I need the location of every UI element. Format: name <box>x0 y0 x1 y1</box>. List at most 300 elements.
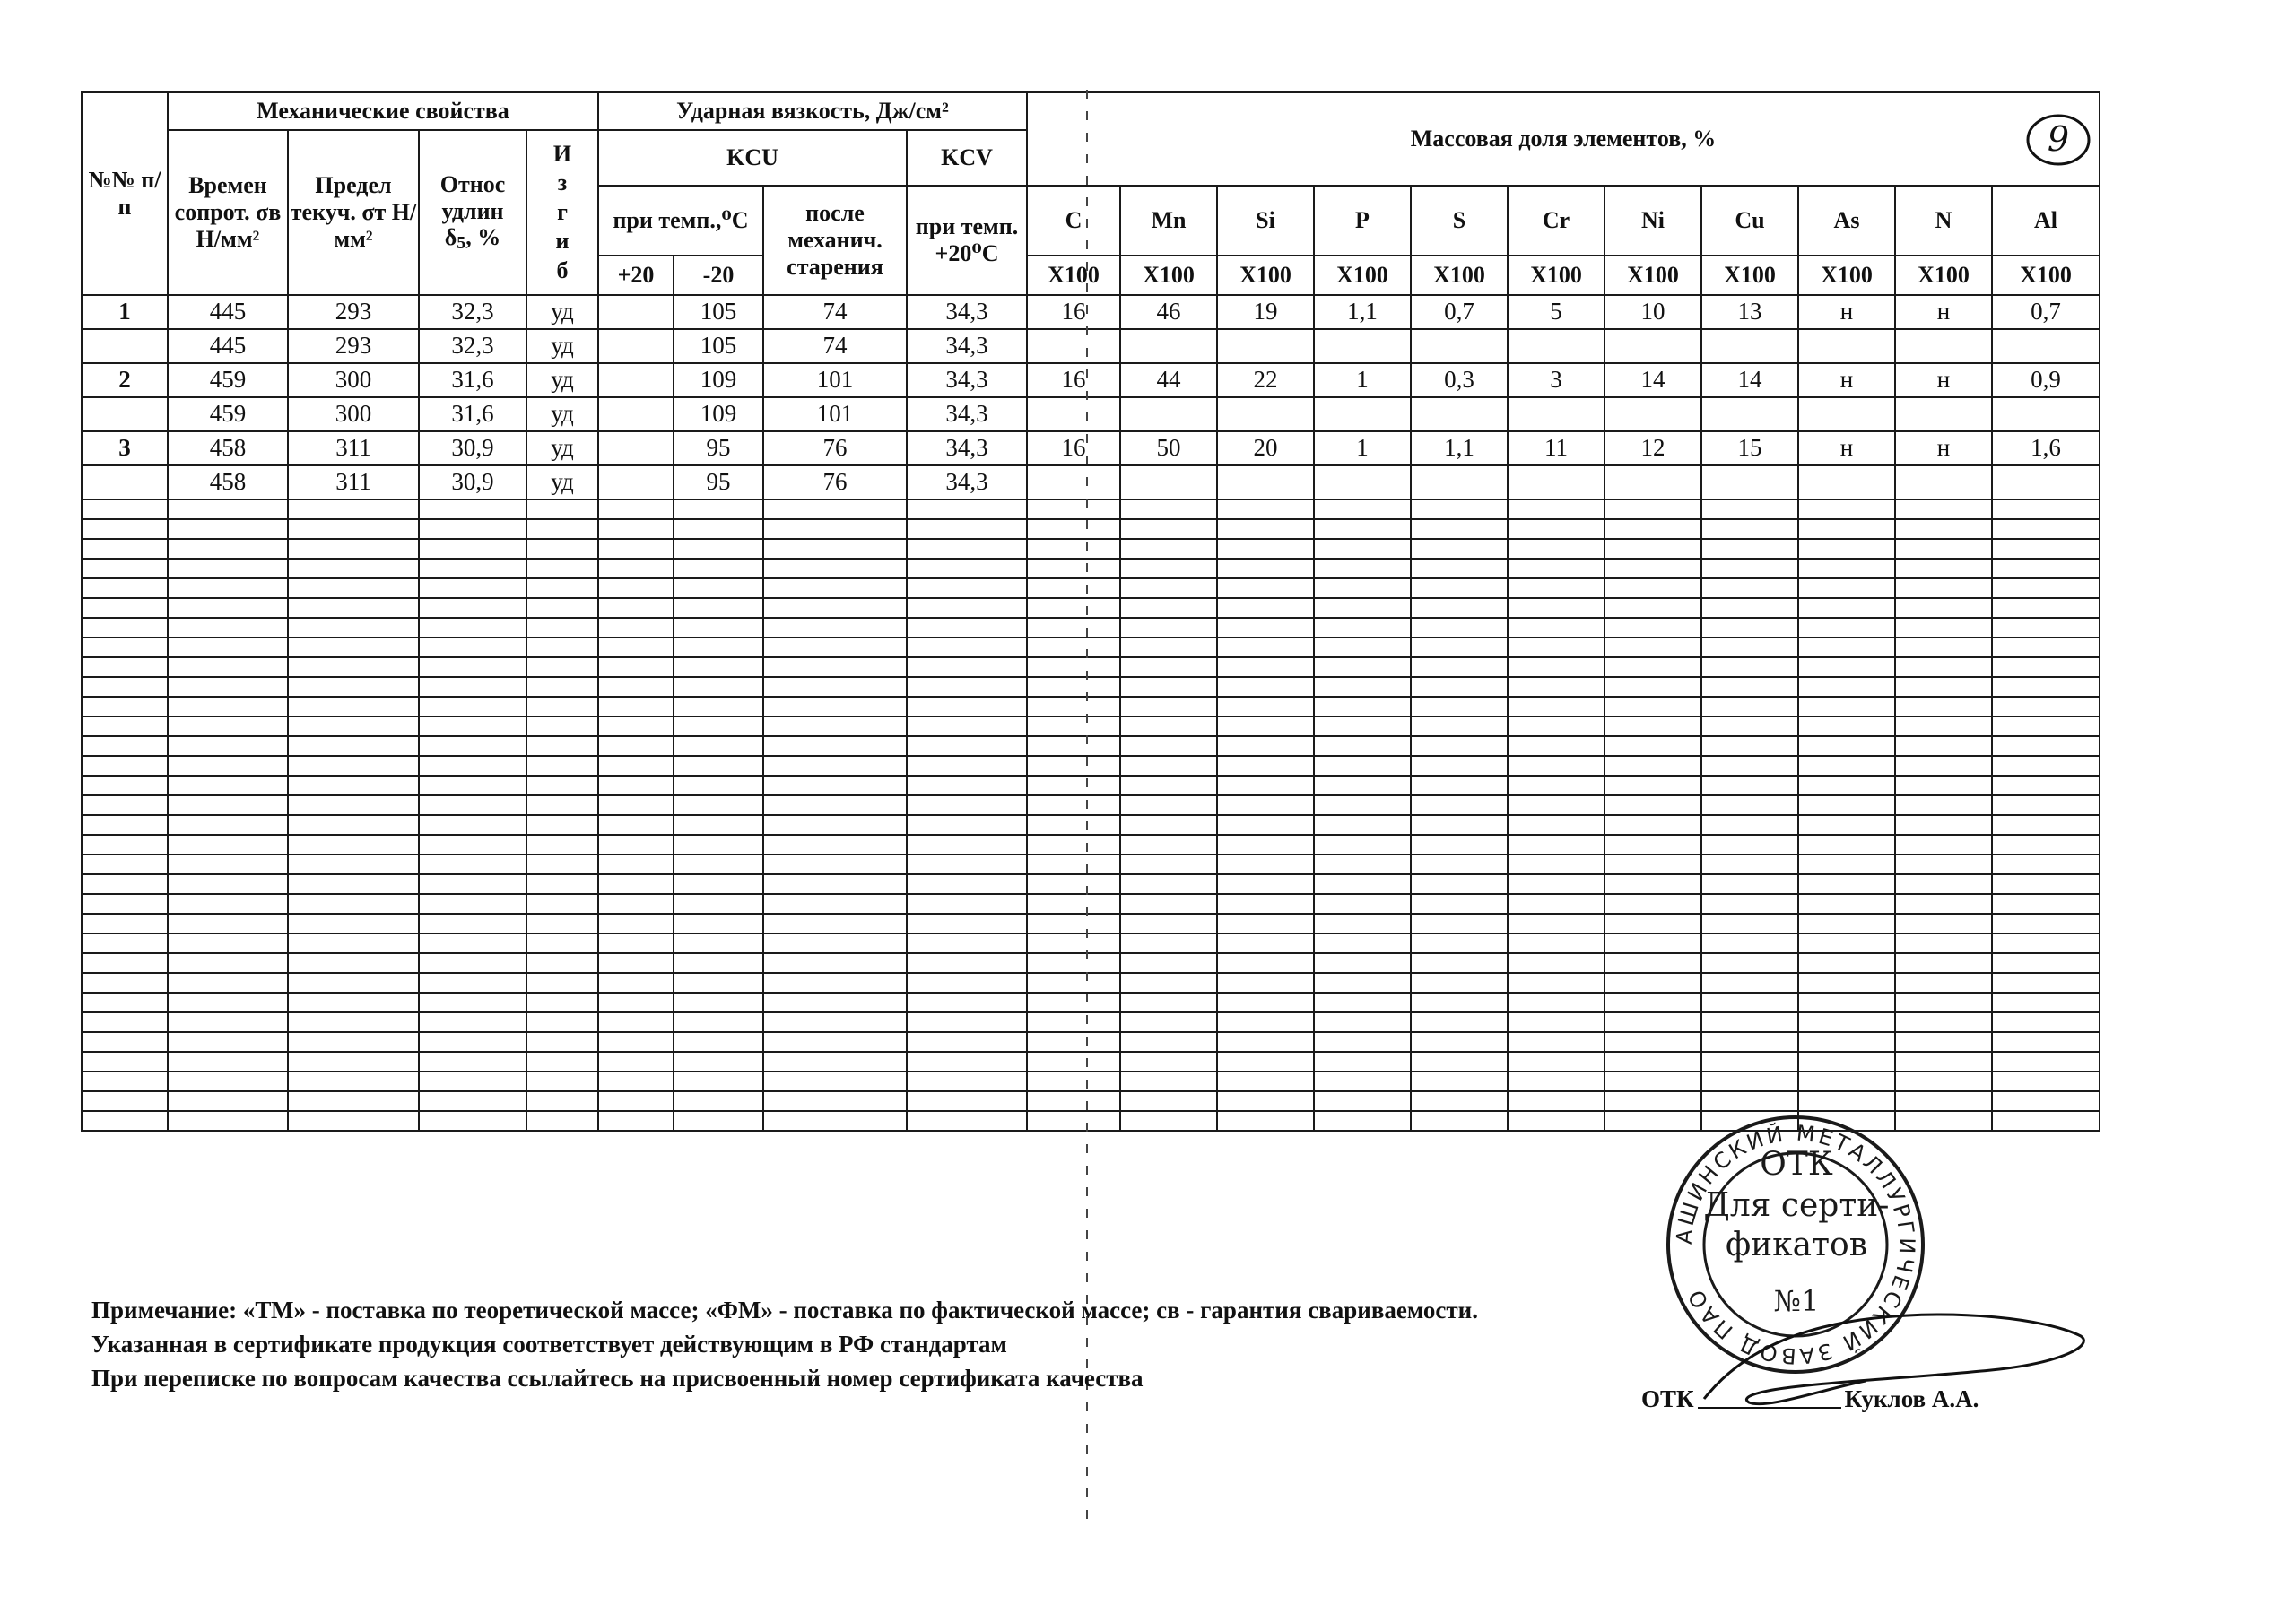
blank-cell <box>1314 638 1411 657</box>
blank-cell <box>1411 1111 1508 1131</box>
blank-cell <box>907 559 1027 578</box>
cell-kcu-m20: 109 <box>674 363 763 397</box>
blank-cell <box>1217 559 1314 578</box>
blank-cell <box>1605 598 1701 618</box>
blank-cell <box>82 519 168 539</box>
blank-cell <box>1314 736 1411 756</box>
blank-cell <box>1508 716 1605 736</box>
blank-cell <box>1798 874 1895 894</box>
blank-cell <box>1605 736 1701 756</box>
blank-cell <box>168 657 288 677</box>
blank-cell <box>1314 756 1411 776</box>
blank-cell <box>1992 638 2100 657</box>
blank-cell <box>82 578 168 598</box>
blank-row <box>82 756 2100 776</box>
blank-cell <box>598 914 674 933</box>
cell-kcu-p20 <box>598 431 674 465</box>
blank-cell <box>1701 1052 1798 1072</box>
blank-cell <box>168 736 288 756</box>
blank-cell <box>1314 1091 1411 1111</box>
blank-cell <box>1605 578 1701 598</box>
blank-cell <box>1411 973 1508 993</box>
blank-cell <box>598 1072 674 1091</box>
blank-cell <box>763 499 907 519</box>
cell-s: 0,3 <box>1411 363 1508 397</box>
blank-cell <box>1120 736 1217 756</box>
blank-cell <box>1120 598 1217 618</box>
blank-cell <box>598 756 674 776</box>
blank-cell <box>1508 638 1605 657</box>
header-mass-fraction: Массовая доля элементов, % <box>1027 92 2100 186</box>
cell-yield: 300 <box>288 363 419 397</box>
blank-cell <box>1605 933 1701 953</box>
blank-cell <box>526 736 598 756</box>
cell-aging: 76 <box>763 465 907 499</box>
blank-cell <box>1992 559 2100 578</box>
cell-cr: 11 <box>1508 431 1605 465</box>
cell-al: 0,7 <box>1992 295 2100 329</box>
blank-cell <box>288 756 419 776</box>
blank-cell <box>82 1111 168 1131</box>
blank-cell <box>526 499 598 519</box>
blank-cell <box>1027 795 1120 815</box>
blank-cell <box>1798 933 1895 953</box>
blank-row <box>82 736 2100 756</box>
blank-cell <box>1508 1072 1605 1091</box>
quality-certificate-table <box>81 91 2100 1132</box>
blank-cell <box>674 578 763 598</box>
blank-cell <box>1992 953 2100 973</box>
blank-cell <box>1508 1012 1605 1032</box>
blank-cell <box>288 598 419 618</box>
blank-cell <box>907 499 1027 519</box>
cell-yield: 311 <box>288 431 419 465</box>
blank-cell <box>526 657 598 677</box>
blank-cell <box>1605 973 1701 993</box>
blank-cell <box>1314 914 1411 933</box>
blank-cell <box>907 855 1027 874</box>
cell-cr: 3 <box>1508 363 1605 397</box>
cell-ni <box>1605 329 1701 363</box>
blank-cell <box>82 855 168 874</box>
blank-cell <box>1701 973 1798 993</box>
blank-cell <box>598 894 674 914</box>
blank-cell <box>288 835 419 855</box>
cell-si: 19 <box>1217 295 1314 329</box>
blank-cell <box>1314 855 1411 874</box>
blank-cell <box>1217 795 1314 815</box>
blank-cell <box>598 795 674 815</box>
blank-cell <box>1895 776 1992 795</box>
blank-cell <box>1120 697 1217 716</box>
cell-p <box>1314 329 1411 363</box>
blank-cell <box>1895 1052 1992 1072</box>
blank-cell <box>1217 638 1314 657</box>
blank-row <box>82 815 2100 835</box>
blank-cell <box>1508 697 1605 716</box>
blank-cell <box>598 1091 674 1111</box>
blank-cell <box>1120 559 1217 578</box>
cell-n <box>1895 397 1992 431</box>
blank-cell <box>1027 559 1120 578</box>
cell-num: 3 <box>82 431 168 465</box>
blank-cell <box>82 1091 168 1111</box>
blank-cell <box>674 618 763 638</box>
blank-cell <box>419 815 526 835</box>
blank-cell <box>1217 716 1314 736</box>
blank-cell <box>1992 756 2100 776</box>
blank-cell <box>1798 697 1895 716</box>
blank-cell <box>1992 1111 2100 1131</box>
blank-row <box>82 539 2100 559</box>
blank-cell <box>168 973 288 993</box>
notes-block <box>91 1293 1478 1395</box>
cell-as: н <box>1798 295 1895 329</box>
blank-cell <box>526 716 598 736</box>
cell-aging: 76 <box>763 431 907 465</box>
blank-cell <box>674 559 763 578</box>
blank-cell <box>1120 716 1217 736</box>
blank-cell <box>1798 598 1895 618</box>
blank-cell <box>1895 539 1992 559</box>
blank-row <box>82 914 2100 933</box>
blank-cell <box>168 1111 288 1131</box>
blank-cell <box>1701 657 1798 677</box>
cell-tensile: 458 <box>168 431 288 465</box>
header-temp-minus20: -20 <box>674 256 763 295</box>
blank-cell <box>1605 855 1701 874</box>
blank-cell <box>1992 697 2100 716</box>
blank-cell <box>763 657 907 677</box>
blank-cell <box>1027 657 1120 677</box>
blank-cell <box>763 815 907 835</box>
blank-cell <box>674 736 763 756</box>
cell-al <box>1992 329 2100 363</box>
blank-cell <box>763 795 907 815</box>
blank-cell <box>1508 855 1605 874</box>
blank-cell <box>598 1052 674 1072</box>
blank-cell <box>1605 815 1701 835</box>
blank-cell <box>1895 933 1992 953</box>
blank-cell <box>1895 973 1992 993</box>
blank-cell <box>1314 894 1411 914</box>
blank-cell <box>1701 776 1798 795</box>
blank-cell <box>1895 578 1992 598</box>
element-symbol: Ni <box>1605 186 1701 256</box>
blank-cell <box>598 1012 674 1032</box>
cell-cu <box>1701 397 1798 431</box>
blank-cell <box>674 638 763 657</box>
blank-cell <box>288 519 419 539</box>
blank-cell <box>82 499 168 519</box>
element-multiplier: X100 <box>1314 256 1411 295</box>
blank-cell <box>1701 933 1798 953</box>
blank-cell <box>763 736 907 756</box>
blank-cell <box>288 855 419 874</box>
blank-cell <box>1411 598 1508 618</box>
blank-cell <box>1895 1012 1992 1032</box>
cell-elong: 30,9 <box>419 465 526 499</box>
blank-cell <box>1027 1091 1120 1111</box>
blank-cell <box>1120 519 1217 539</box>
blank-cell <box>1605 697 1701 716</box>
cell-cr <box>1508 397 1605 431</box>
blank-cell <box>1895 657 1992 677</box>
cell-n <box>1895 329 1992 363</box>
blank-cell <box>419 638 526 657</box>
blank-cell <box>907 993 1027 1012</box>
blank-cell <box>1798 855 1895 874</box>
element-symbol: C <box>1027 186 1120 256</box>
blank-cell <box>907 795 1027 815</box>
blank-cell <box>419 1052 526 1072</box>
blank-cell <box>1027 716 1120 736</box>
blank-cell <box>1798 578 1895 598</box>
blank-cell <box>288 1091 419 1111</box>
blank-cell <box>288 559 419 578</box>
cell-cu <box>1701 465 1798 499</box>
cell-kcu-p20 <box>598 363 674 397</box>
cell-mn: 44 <box>1120 363 1217 397</box>
blank-cell <box>82 598 168 618</box>
cell-ni: 10 <box>1605 295 1701 329</box>
table-row <box>82 363 2100 397</box>
cell-kcu-m20: 95 <box>674 465 763 499</box>
cell-ni: 14 <box>1605 363 1701 397</box>
blank-cell <box>1895 894 1992 914</box>
blank-cell <box>1217 519 1314 539</box>
cell-elong: 31,6 <box>419 363 526 397</box>
blank-cell <box>1120 914 1217 933</box>
bend-letter: и <box>555 228 570 255</box>
blank-cell <box>82 716 168 736</box>
blank-cell <box>1027 855 1120 874</box>
blank-cell <box>1120 993 1217 1012</box>
blank-cell <box>1508 756 1605 776</box>
blank-cell <box>168 1012 288 1032</box>
blank-cell <box>1314 697 1411 716</box>
blank-cell <box>1217 835 1314 855</box>
blank-cell <box>674 914 763 933</box>
blank-cell <box>907 677 1027 697</box>
blank-cell <box>598 736 674 756</box>
blank-cell <box>419 795 526 815</box>
blank-row <box>82 578 2100 598</box>
blank-cell <box>1992 736 2100 756</box>
blank-cell <box>526 539 598 559</box>
blank-cell <box>1992 618 2100 638</box>
blank-cell <box>1798 894 1895 914</box>
blank-cell <box>1120 539 1217 559</box>
stamp-line-certificates: фикатов <box>1726 1227 1867 1263</box>
blank-cell <box>1314 993 1411 1012</box>
cell-elong: 30,9 <box>419 431 526 465</box>
element-symbol: P <box>1314 186 1411 256</box>
page-number-mark <box>2022 111 2092 169</box>
blank-cell <box>1217 953 1314 973</box>
blank-cell <box>1798 618 1895 638</box>
header-elongation-unit: , % <box>465 224 501 251</box>
cell-kcv: 34,3 <box>907 329 1027 363</box>
blank-cell <box>82 1012 168 1032</box>
cell-tensile: 445 <box>168 295 288 329</box>
cell-c: 16 <box>1027 431 1120 465</box>
blank-cell <box>598 953 674 973</box>
blank-cell <box>168 539 288 559</box>
cell-si <box>1217 329 1314 363</box>
page-number: 9 <box>2047 119 2070 159</box>
blank-cell <box>168 894 288 914</box>
blank-cell <box>288 993 419 1012</box>
blank-cell <box>1992 914 2100 933</box>
blank-cell <box>1411 756 1508 776</box>
blank-cell <box>288 638 419 657</box>
blank-cell <box>168 776 288 795</box>
blank-cell <box>1217 1012 1314 1032</box>
element-multiplier: X100 <box>1701 256 1798 295</box>
blank-cell <box>1411 499 1508 519</box>
blank-cell <box>1701 638 1798 657</box>
blank-cell <box>1217 874 1314 894</box>
blank-cell <box>1992 776 2100 795</box>
blank-cell <box>1120 677 1217 697</box>
blank-cell <box>674 499 763 519</box>
blank-cell <box>1605 894 1701 914</box>
blank-cell <box>1508 795 1605 815</box>
blank-cell <box>419 539 526 559</box>
element-multiplier: X100 <box>1217 256 1314 295</box>
blank-row <box>82 716 2100 736</box>
blank-cell <box>288 795 419 815</box>
blank-cell <box>1314 776 1411 795</box>
blank-row <box>82 1052 2100 1072</box>
blank-cell <box>674 933 763 953</box>
blank-cell <box>526 855 598 874</box>
blank-cell <box>1605 657 1701 677</box>
blank-cell <box>1508 914 1605 933</box>
blank-cell <box>1798 795 1895 815</box>
blank-cell <box>168 559 288 578</box>
blank-cell <box>1411 1091 1508 1111</box>
blank-row <box>82 618 2100 638</box>
blank-cell <box>907 716 1027 736</box>
blank-cell <box>526 1012 598 1032</box>
blank-cell <box>82 973 168 993</box>
blank-cell <box>419 1012 526 1032</box>
blank-cell <box>526 519 598 539</box>
element-symbol: S <box>1411 186 1508 256</box>
blank-cell <box>763 756 907 776</box>
blank-cell <box>526 1032 598 1052</box>
cell-tensile: 459 <box>168 397 288 431</box>
blank-cell <box>1701 519 1798 539</box>
blank-cell <box>1027 1052 1120 1072</box>
blank-cell <box>526 776 598 795</box>
blank-cell <box>419 776 526 795</box>
blank-cell <box>1120 638 1217 657</box>
cell-bend: уд <box>526 465 598 499</box>
blank-cell <box>1027 894 1120 914</box>
blank-cell <box>526 559 598 578</box>
blank-cell <box>168 677 288 697</box>
blank-cell <box>907 638 1027 657</box>
cell-bend: уд <box>526 363 598 397</box>
blank-cell <box>288 953 419 973</box>
blank-cell <box>763 519 907 539</box>
blank-cell <box>1895 1032 1992 1052</box>
blank-cell <box>1314 578 1411 598</box>
blank-cell <box>1314 539 1411 559</box>
cell-kcu-p20 <box>598 329 674 363</box>
blank-cell <box>1701 993 1798 1012</box>
blank-cell <box>1314 953 1411 973</box>
blank-cell <box>1992 499 2100 519</box>
blank-cell <box>763 1012 907 1032</box>
cell-elong: 32,3 <box>419 329 526 363</box>
cell-kcv: 34,3 <box>907 397 1027 431</box>
blank-cell <box>1027 1012 1120 1032</box>
blank-cell <box>1895 519 1992 539</box>
note-line-1: Примечание: «ТМ» - поставка по теоретической массе; «ФМ» - поставка по фактической массе; св - гарантия свариваемости. <box>91 1297 1478 1324</box>
cell-p: 1 <box>1314 363 1411 397</box>
blank-cell <box>419 677 526 697</box>
blank-cell <box>1217 993 1314 1012</box>
cell-tensile: 445 <box>168 329 288 363</box>
cell-elong: 31,6 <box>419 397 526 431</box>
blank-cell <box>763 618 907 638</box>
blank-cell <box>1411 736 1508 756</box>
blank-cell <box>1605 756 1701 776</box>
blank-cell <box>526 618 598 638</box>
blank-cell <box>1992 598 2100 618</box>
blank-cell <box>1411 559 1508 578</box>
blank-cell <box>1895 638 1992 657</box>
blank-cell <box>1027 933 1120 953</box>
blank-cell <box>168 1072 288 1091</box>
blank-cell <box>1411 933 1508 953</box>
blank-cell <box>1120 1072 1217 1091</box>
header-impact-strength: Ударная вязкость, Дж/см² <box>598 92 1027 130</box>
blank-cell <box>598 539 674 559</box>
blank-cell <box>82 1052 168 1072</box>
signature <box>1686 1291 2099 1417</box>
blank-cell <box>763 1072 907 1091</box>
bend-letter: И <box>552 140 572 167</box>
blank-cell <box>168 855 288 874</box>
blank-cell <box>1027 736 1120 756</box>
cell-yield: 293 <box>288 329 419 363</box>
blank-cell <box>598 815 674 835</box>
blank-cell <box>1605 539 1701 559</box>
blank-cell <box>419 933 526 953</box>
blank-cell <box>82 953 168 973</box>
blank-cell <box>419 519 526 539</box>
blank-cell <box>1217 1072 1314 1091</box>
blank-cell <box>1508 598 1605 618</box>
cell-cu: 15 <box>1701 431 1798 465</box>
cell-kcu-m20: 105 <box>674 295 763 329</box>
cell-ni <box>1605 397 1701 431</box>
cell-num <box>82 397 168 431</box>
blank-cell <box>1701 499 1798 519</box>
blank-cell <box>1120 657 1217 677</box>
cell-mn <box>1120 397 1217 431</box>
blank-cell <box>168 914 288 933</box>
blank-cell <box>288 677 419 697</box>
cell-num <box>82 329 168 363</box>
blank-cell <box>1701 1032 1798 1052</box>
blank-cell <box>1027 677 1120 697</box>
